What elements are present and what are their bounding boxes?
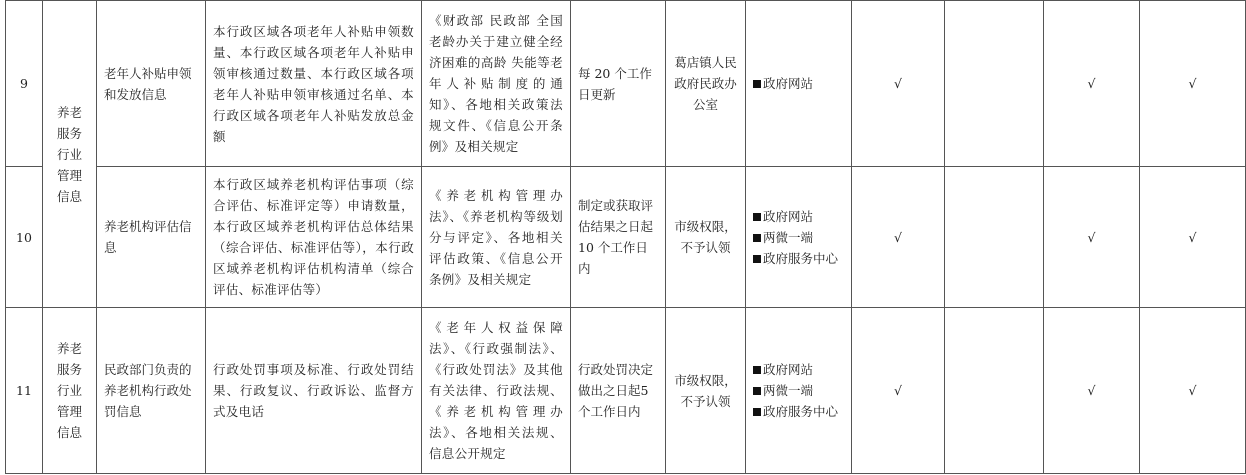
basis-cell: 《养老机构管理办法》、《养老机构等级划分与评定》、各地相关评估政策、《信息公开条例》及相关规定 bbox=[422, 167, 571, 308]
item-name: 老年人补贴申领和发放信息 bbox=[97, 1, 206, 167]
subject-cell: 市级权限，不予认领 bbox=[666, 167, 746, 308]
content-cell: 行政处罚事项及标准、行政处罚结果、行政复议、行政诉讼、监督方式及电话 bbox=[206, 308, 422, 474]
disclosure-table bbox=[5, 0, 1246, 474]
table-row bbox=[6, 1, 1246, 167]
basis-cell: 《老年人权益保障法》、《行政强制法》、《行政处罚法》及其他有关法律、行政法规、《养老机构管理办法》、各地相关法规、信息公开规定 bbox=[422, 308, 571, 474]
row-number: 10 bbox=[6, 167, 43, 308]
channel-cell bbox=[746, 167, 852, 308]
item-name: 养老机构评估信息 bbox=[97, 167, 206, 308]
row-number: 11 bbox=[6, 308, 43, 474]
period-cell: 每 20 个工作日更新 bbox=[571, 1, 666, 167]
channel-item: 两微一端 bbox=[753, 227, 844, 248]
check-cell: √ bbox=[1044, 167, 1140, 308]
content-cell: 本行政区域各项老年人补贴申领数量、本行政区域各项老年人补贴申领审核通过数量、本行政区域各项老年人补贴申领审核通过名单、本行政区域各项老年人补贴发放总金额 bbox=[206, 1, 422, 167]
channel-item: 政府服务中心 bbox=[753, 401, 844, 422]
square-bullet-icon bbox=[753, 366, 761, 374]
check-cell: √ bbox=[852, 167, 945, 308]
square-bullet-icon bbox=[753, 408, 761, 416]
check-cell: √ bbox=[1044, 1, 1140, 167]
channel-cell bbox=[746, 1, 852, 167]
period-cell: 制定或获取评估结果之日起 10 个工作日内 bbox=[571, 167, 666, 308]
channel-item: 两微一端 bbox=[753, 380, 844, 401]
channel-item: 政府网站 bbox=[753, 206, 844, 227]
check-cell bbox=[945, 308, 1044, 474]
category-cell: 养老服务行业管理信息 bbox=[43, 308, 97, 474]
check-cell: √ bbox=[1140, 308, 1246, 474]
square-bullet-icon bbox=[753, 387, 761, 395]
square-bullet-icon bbox=[753, 234, 761, 242]
channel-cell bbox=[746, 308, 852, 474]
table-row bbox=[6, 167, 1246, 308]
subject-cell: 葛店镇人民政府民政办公室 bbox=[666, 1, 746, 167]
check-cell: √ bbox=[852, 1, 945, 167]
check-cell: √ bbox=[1044, 308, 1140, 474]
channel-item: 政府网站 bbox=[753, 359, 844, 380]
table-row bbox=[6, 308, 1246, 474]
check-cell bbox=[945, 167, 1044, 308]
basis-cell: 《财政部 民政部 全国老龄办关于建立健全经济困难的高龄 失能等老年人补贴制度的通知》、各地相关政策法规文件、《信息公开条例》及相关规定 bbox=[422, 1, 571, 167]
content-cell: 本行政区域养老机构评估事项（综合评估、标准评定等）申请数量，本行政区域养老机构评估总体结果（综合评估、标准评估等），本行政区域养老机构评估机构清单（综合评估、标准评估等） bbox=[206, 167, 422, 308]
item-name: 民政部门负责的养老机构行政处罚信息 bbox=[97, 308, 206, 474]
channel-item: 政府网站 bbox=[753, 73, 844, 94]
period-cell: 行政处罚决定做出之日起5个工作日内 bbox=[571, 308, 666, 474]
square-bullet-icon bbox=[753, 80, 761, 88]
square-bullet-icon bbox=[753, 255, 761, 263]
row-number: 9 bbox=[6, 1, 43, 167]
square-bullet-icon bbox=[753, 213, 761, 221]
check-cell: √ bbox=[1140, 167, 1246, 308]
check-cell bbox=[945, 1, 1044, 167]
subject-cell: 市级权限，不予认领 bbox=[666, 308, 746, 474]
channel-item: 政府服务中心 bbox=[753, 248, 844, 269]
check-cell: √ bbox=[852, 308, 945, 474]
category-cell: 养老服务行业管理信息 bbox=[43, 1, 97, 308]
check-cell: √ bbox=[1140, 1, 1246, 167]
